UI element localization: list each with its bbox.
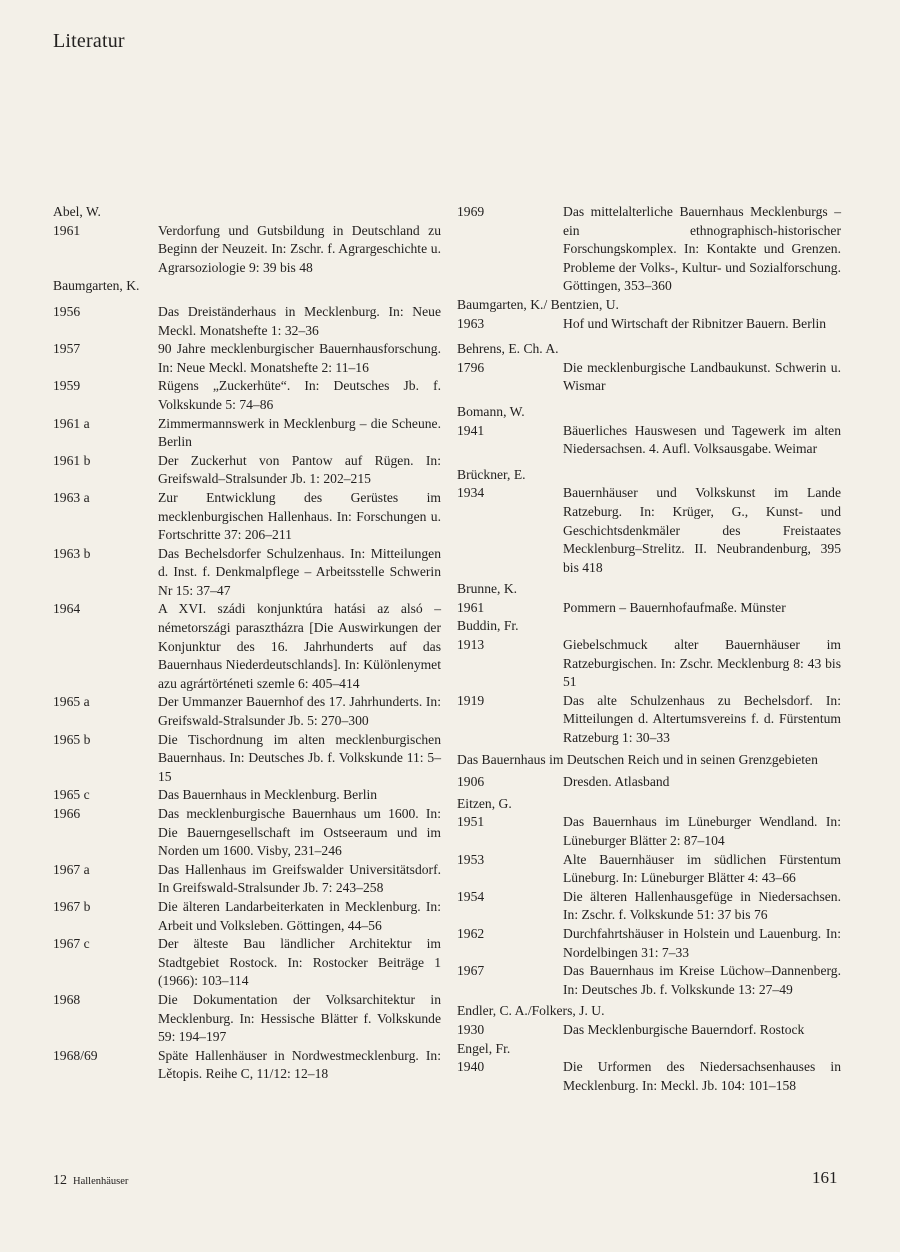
bibliography-entry [53, 861, 441, 898]
entry-year: 1796 [457, 359, 485, 375]
entry-year: 1906 [457, 774, 485, 790]
entry-reference: Pommern – Bauernhofaufmaße. Münster [563, 599, 786, 615]
author-name: Eitzen, G. [457, 795, 512, 811]
bibliography-entry [53, 693, 441, 730]
entry-year: 1967 [457, 963, 485, 979]
author-name: Abel, W. [53, 204, 101, 219]
author-name: Buddin, Fr. [457, 618, 519, 634]
entry-reference: Dresden. Atlasband [563, 774, 670, 790]
entry-reference: Zur Entwicklung des Gerüstes im mecklenburgischen Hallenhaus. In: Forschungen u. Fortschritte 37: 206–211 [158, 489, 441, 543]
bibliography-entry [457, 925, 841, 962]
bibliography-entry [457, 636, 841, 692]
bibliography-entry [53, 545, 441, 601]
entry-reference: Bäuerliches Hauswesen und Tagewerk im alten Niedersachsen. 4. Aufl. Volksausgabe. Weimar [563, 422, 841, 457]
entry-reference: Die Urformen des Niedersachsenhauses in Mecklenburg. In: Meckl. Jb. 104: 101–158 [563, 1059, 841, 1093]
entry-reference: Die Dokumentation der Volksarchitektur in Mecklenburg. In: Hessische Blätter f. Volkskunde 59: 194–197 [158, 991, 441, 1045]
collective-title: Das Bauernhaus im Deutschen Reich und in seinen Grenzgebieten [457, 751, 818, 767]
entry-year: 1961 a [53, 415, 90, 431]
entry-year: 1951 [457, 814, 485, 830]
bibliography-entry [457, 484, 841, 577]
entry-year: 1940 [457, 1059, 485, 1075]
entry-year: 1961 [457, 599, 485, 615]
bibliography-entry [53, 898, 441, 935]
entry-year: 1954 [457, 888, 485, 904]
author-name: Baumgarten, K. [53, 278, 140, 294]
entry-year: 1962 [457, 925, 485, 941]
entry-reference: Das mittelalterliche Bauernhaus Mecklenburgs – ein ethnographisch-historischer Forschungskomplex. In: Kontakte und Grenzen. Probleme der Volks-, Kultur- und Sozialforschung. Göttingen, 353–360 [563, 204, 841, 294]
entry-year: 1965 b [53, 731, 91, 747]
entry-reference: Das Dreiständerhaus in Mecklenburg. In: Neue Meckl. Monatshefte 1: 32–36 [158, 303, 441, 338]
entry-year: 1968 [53, 991, 81, 1007]
entry-year: 1963 [457, 315, 485, 331]
entry-year: 1965 c [53, 787, 90, 803]
entry-reference: Der Zuckerhut von Pantow auf Rügen. In: Greifswald–Stralsunder Jb. 1: 202–215 [158, 452, 441, 487]
entry-reference: Späte Hallenhäuser in Nordwestmecklenburg. In: Lětopis. Reihe C, 11/12: 12–18 [158, 1047, 441, 1082]
entry-year: 1963 a [53, 489, 90, 505]
page-number: 161 [812, 1168, 838, 1187]
entry-year: 1961 [53, 222, 81, 238]
entry-reference: 90 Jahre mecklenburgischer Bauernhausforschung. In: Neue Meckl. Monatshefte 2: 11–16 [158, 341, 441, 375]
entry-reference: Das Mecklenburgische Bauerndorf. Rostock [563, 1021, 805, 1037]
bibliography-entry [457, 203, 841, 296]
entry-reference: Das Bauernhaus im Lüneburger Wendland. In: Lüneburger Blätter 2: 87–104 [563, 814, 841, 848]
entry-year: 1934 [457, 485, 485, 501]
entry-reference: Das Bauernhaus in Mecklenburg. Berlin [158, 787, 378, 803]
bibliography-entry [457, 773, 841, 792]
entry-year: 1967 b [53, 898, 91, 914]
bibliography-entry [53, 452, 441, 489]
signature-label: Hallenhäuser [73, 1176, 129, 1187]
entry-year: 1959 [53, 378, 81, 394]
bibliography-entry [53, 489, 441, 545]
entry-year: 1964 [53, 601, 81, 617]
bibliography-entry [53, 991, 441, 1047]
entry-year: 1953 [457, 851, 485, 867]
bibliography-entry [457, 692, 841, 748]
entry-year: 1969 [457, 204, 485, 219]
author-name: Bomann, W. [457, 403, 525, 419]
bibliography-entry [53, 600, 441, 693]
entry-reference: Das alte Schulzenhaus zu Bechelsdorf. In: Mitteilungen d. Altertumsvereins f. d. Fürstentum Ratzeburg 1: 30–33 [563, 692, 841, 746]
bibliography-left-column [53, 203, 441, 1084]
bibliography-entry [53, 222, 441, 278]
entry-reference: Alte Bauernhäuser im südlichen Fürstentum Lüneburg. In: Lüneburger Blätter 4: 43–66 [563, 851, 841, 886]
entry-year: 1956 [53, 303, 81, 319]
author-name: Engel, Fr. [457, 1040, 511, 1056]
bibliography-entry [53, 731, 441, 787]
entry-reference: Das Bechelsdorfer Schulzenhaus. In: Mitteilungen d. Inst. f. Denkmalpflege – Arbeitsstelle Schwerin Nr 15: 37–47 [158, 545, 441, 598]
entry-year: 1930 [457, 1021, 485, 1037]
entry-reference: Das Hallenhaus im Greifswalder Universitätsdorf. In Greifswald-Stralsunder Jb. 7: 243–258 [158, 861, 441, 896]
bibliography-right-column [457, 203, 841, 1095]
bibliography-entry [53, 377, 441, 414]
entry-reference: Das Bauernhaus im Kreise Lüchow–Dannenberg. In: Deutsches Jb. f. Volkskunde 13: 27–49 [563, 963, 841, 997]
entry-reference: A XVI. szádi konjunktúra hatási az alsó – németországi parasztházra [Die Auswirkungen der Konjunktur des 16. Jahrhunderts auf das Bauernhaus Niederdeutschlands]. In: Különlenymet azu agrártörténeti szemle 6: 405–414 [158, 601, 441, 691]
bibliography-entry [457, 1058, 841, 1095]
bibliography-entry [53, 340, 441, 377]
entry-year: 1967 a [53, 861, 90, 877]
entry-reference: Die älteren Landarbeiterkaten in Mecklenburg. In: Arbeit und Volksleben. Göttingen, 44–56 [158, 898, 441, 933]
bibliography-entry [457, 888, 841, 925]
bibliography-entry [53, 805, 441, 861]
page-title: Literatur [53, 30, 125, 52]
entry-reference: Der älteste Bau ländlicher Architektur im Stadtgebiet Rostock. In: Rostocker Beiträge 1 (1966): 103–114 [158, 936, 441, 989]
entry-reference: Bauernhäuser und Volkskunst im Lande Ratzeburg. In: Krüger, G., Kunst- und Geschichtsdenkmäler des Freistaates Mecklenburg–Strelitz. II. Neubrandenburg, 395 bis 418 [563, 485, 841, 575]
entry-year: 1965 a [53, 694, 90, 710]
bibliography-entry [53, 303, 441, 340]
bibliography-entry [457, 422, 841, 459]
author-name: Brückner, E. [457, 466, 526, 482]
entry-reference: Die Tischordnung im alten mecklenburgischen Bauernhaus. In: Deutsches Jb. f. Volkskunde 11: 5–15 [158, 731, 441, 784]
bibliography-entry [457, 962, 841, 999]
bibliography-entry [53, 786, 441, 805]
entry-year: 1941 [457, 422, 485, 438]
entry-year: 1957 [53, 341, 81, 357]
entry-year: 1913 [457, 637, 485, 653]
bibliography-entry [53, 935, 441, 991]
bibliography-entry [457, 599, 841, 618]
author-name: Endler, C. A./Folkers, J. U. [457, 1003, 605, 1019]
entry-reference: Verdorfung und Gutsbildung in Deutschland zu Beginn der Neuzeit. In: Zschr. f. Agrargeschichte u. Agrarsoziologie 9: 39 bis 48 [158, 222, 441, 275]
signature-mark [53, 1172, 128, 1189]
entry-year: 1967 c [53, 936, 90, 952]
bibliography-entry [53, 415, 441, 452]
entry-reference: Durchfahrtshäuser in Holstein und Lauenburg. In: Nordelbingen 31: 7–33 [563, 925, 841, 960]
bibliography-entry [457, 315, 841, 334]
entry-year: 1961 b [53, 452, 91, 468]
author-name: Baumgarten, K./ Bentzien, U. [457, 296, 619, 312]
entry-reference: Das mecklenburgische Bauernhaus um 1600. In: Die Bauerngesellschaft im Ostseeraum und im Norden um 1600. Visby, 231–246 [158, 806, 441, 859]
entry-reference: Die älteren Hallenhausgefüge in Niedersachsen. In: Zschr. f. Volkskunde 51: 37 bis 76 [563, 888, 841, 923]
bibliography-entry [457, 1021, 841, 1040]
bibliography-entry [53, 1047, 441, 1084]
bibliography-entry [457, 851, 841, 888]
signature-number: 12 [53, 1173, 67, 1188]
author-name: Behrens, E. Ch. A. [457, 341, 559, 357]
entry-reference: Rügens „Zuckerhüte“. In: Deutsches Jb. f. Volkskunde 5: 74–86 [158, 378, 441, 412]
entry-year: 1968/69 [53, 1047, 98, 1063]
entry-year: 1963 b [53, 545, 91, 561]
entry-year: 1919 [457, 692, 485, 708]
author-name: Brunne, K. [457, 581, 518, 597]
entry-reference: Die mecklenburgische Landbaukunst. Schwerin u. Wismar [563, 359, 841, 394]
bibliography-entry [457, 813, 841, 850]
entry-reference: Giebelschmuck alter Bauernhäuser im Ratzeburgischen. In: Zschr. Mecklenburg 8: 43 bis 51 [563, 637, 841, 690]
entry-reference: Zimmermannswerk in Mecklenburg – die Scheune. Berlin [158, 415, 441, 450]
bibliography-entry [457, 359, 841, 396]
entry-year: 1966 [53, 806, 81, 821]
entry-reference: Der Ummanzer Bauernhof des 17. Jahrhunderts. In: Greifswald-Stralsunder Jb. 5: 270–300 [158, 694, 441, 729]
entry-reference: Hof und Wirtschaft der Ribnitzer Bauern. Berlin [563, 315, 827, 331]
